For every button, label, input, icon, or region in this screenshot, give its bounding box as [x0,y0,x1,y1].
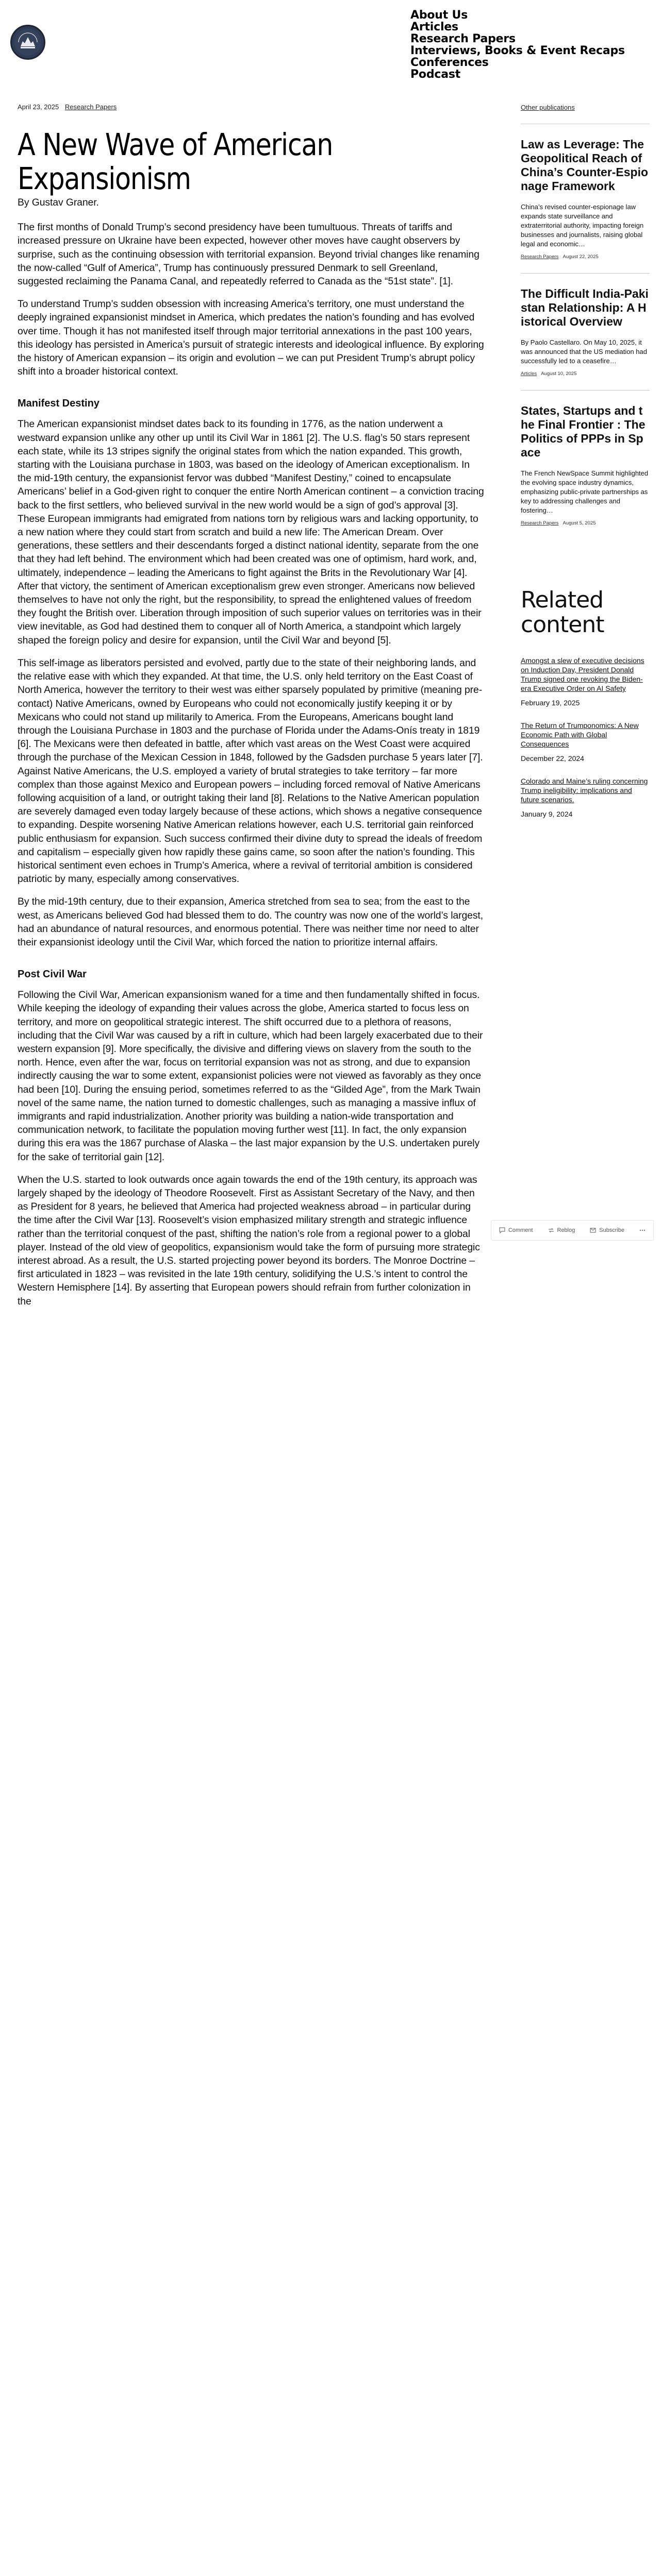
other-publications-link[interactable]: Other publications [521,104,575,111]
comment-button[interactable] [499,1227,533,1234]
section-heading: Manifest Destiny [18,398,100,410]
section-heading: Post Civil War [18,969,87,980]
paragraph: The first months of Donald Trump’s second presidency have been tumultuous. Threats of tariffs and increased pressure on Ukraine have been expected, however other moves have caught observers by surprise, such as the continuing obsession with territorial expansion. Beyond trivial changes like renaming the now-called “Gulf of America”, Trump has continuously pressured Denmark to sell Greenland, suggested reclaiming the Panama Canal, and repeatedly referred to Canada as the “51st state”. [1]. [18,222,479,287]
publication-card-meta [521,254,650,260]
paragraph: This self-image as liberators persisted and evolved, partly due to the state of their neighboring lands, and the relative ease with which they expanded. At that time, the U.S. only held territory on the East Coast of North America, however the territory to their west was either sparsely populated by primitive (meaning pre-contact) Native Americans, owned by Europeans who could not economically justify keeping it or by Mexicans who could not stand up militarily to America. From the Europeans, Americans bought land through the Louisiana Purchase in 1803 and the purchase of Florida under the Adams-Onís treaty in 1819 [6]. The Mexicans were then defeated in battle, after which vast areas on the West Coast were acquired through the purchase of the Mexican Cession in 1848, followed by the Gadsden purchase 5 years later [7]. Against Native Americans, the U.S. employed a variety of brutal strategies to take territory – far more complex than those against Mexico and European powers – including forced removal of Native Americans following acquisition of a land, or outright taking their land [8]. Relations to the Native American population are severely damaged even today largely because of these actions, which shows a negative consequence to expanding. Despite worsening Native American relations however, each U.S. territorial gain reinforced public enthusiasm for expansion. Such success confirmed their divine duty to spread the ideals of freedom and capitalism – especially given how rapidly these gains came, so soon after the nation’s founding. This historical sentiment even echoes in Trump’s America, where a revival of territorial ambition is considered patriotic by many, especially among conservatives. [18,657,483,885]
related-item [521,656,650,707]
paragraph: Following the Civil War, American expansionism waned for a time and then fundamentally shifted in focus. While keeping the ideology of expanding their values across the globe, America started to focus less on territory, and more on geopolitical strategic interest. The shift occurred due to a plethora of reasons, including that the Civil War was caused by a rift in culture, which had been largely exacerbated due to their western expansion [9]. More specifically, the divisive and differing views on slavery from the south to the north. Hence, even after the war, focus on territorial expansion was not as strong, and due to expansion indirectly causing the war to some extent, expansionist policies were not viewed as favorably as they once had been [10]. During the ensuing period, sometimes referred to as the “Gilded Age”, from the Mark Twain novel of the same name, the nation turned to domestic challenges, such as managing a massive influx of immigrants and rapid industrialization. Another priority was building a nation-wide transportation and communication network, to facilitate the population moving further west [11]. In fact, the only expansion during this era was the 1867 purchase of Alaska – the last major expansion by the U.S. undertaken purely for the sake of territorial gain [12]. [18,989,483,1163]
subscribe-icon [589,1227,597,1234]
publication-card-title[interactable]: Law as Leverage: The Geopolitical Reach of China’s Counter-Espionage Framework [521,138,649,193]
nav-about-us[interactable]: About Us [410,9,468,22]
action-bar [491,1220,654,1241]
publication-card-date: August 22, 2025 [562,254,599,260]
paragraph: The American expansionist mindset dates back to its founding in 1776, as the nation underwent a westward expansion unlike any other up until its Civil War in 1861 [2]. The U.S. flag’s 50 stars represent each state, while its 13 stripes signify the original states from which the nation expanded. This growth, starting with the Louisiana purchase in 1803, was based on the ideology of American exceptionalism. In the mid-19th century, the expansionist fervor was dubbed “Manifest Destiny,” coined to encapsulate Americans’ belief in a God-given right to conquer the entire North American continent – a conviction tracing back to the first settlers, who believed survival in the new world would be a sign of god’s approval [3]. These European immigrants had emigrated from nations torn by religious wars and lacking opportunity, to a new nation where they could start from scratch and build a new life: The American Dream. Over generations, these settlers and their descendants forged a distinct national identity, separate from the one that they had left behind. The environment which had been created was one of optimism, hard work, and, ultimately, independence – leading the Americans to fight against the Brits in the Revolutionary War [4]. After that victory, the sentiment of American exceptionalism grew even stronger. Americans now believed themselves to have not only the right, but the responsibility, to spread the enlightened values of freedom they fought the British over. Liberation through imposition of such superior values on territories was in their view inevitable, as God had destined them to conquer all of North America, a standpoint which largely shaped the foreign policy and desire for expansion, until the Civil War and beyond [5]. [18,418,484,646]
main-nav [410,9,625,80]
publication-card-excerpt: China’s revised counter-espionage law expands state surveillance and extraterritorial authority, impacting foreign businesses and journalists, raising global legal and economic… [521,203,644,248]
publication-card-date: August 10, 2025 [541,371,577,377]
reblog-icon [548,1227,555,1234]
nav-research-papers[interactable]: Research Papers [410,32,516,45]
related-item [521,776,650,819]
article-body [18,221,485,1308]
publication-card [521,273,650,377]
reblog-button[interactable] [548,1227,575,1234]
nav-podcast[interactable]: Podcast [410,68,461,81]
publication-card-category[interactable]: Articles [521,371,537,377]
article-title: A New Wave of American Expansionism [18,127,333,196]
publication-card-category[interactable]: Research Papers [521,520,559,526]
subscribe-button[interactable] [589,1227,624,1234]
related-item-date: December 22, 2024 [521,754,584,762]
site-logo-emblem-icon[interactable] [10,25,45,60]
publication-card-date: August 5, 2025 [562,520,596,526]
publication-card-excerpt: The French NewSpace Summit highlighted the evolving space industry dynamics, emphasizing public-private partnerships as key to addressing challenges and fostering… [521,469,649,514]
paragraph: By the mid-19th century, due to their expansion, America stretched from sea to sea; from the east to the west, as Americans believed God had blessed them to do. The country was now one of the world’s largest, had an abundance of natural resources, and enormous potential. There was neither time nor need to alter their expansionist ideology until the Civil War, which forced the nation to prioritize internal affairs. [18,896,484,948]
site-header [0,0,662,103]
publication-card-category[interactable]: Research Papers [521,254,559,260]
nav-articles[interactable]: Articles [410,21,458,33]
related-item-date: February 19, 2025 [521,699,580,707]
publication-card [521,124,650,260]
publication-card-title[interactable]: States, Startups and the Final Frontier : The Politics of PPPs in Space [521,404,646,459]
paragraph: When the U.S. started to look outwards once again towards the end of the 19th century, its approach was largely shaped by the ideology of Theodore Roosevelt. First as Assistant Secretary of the Navy, and then as President for 8 years, he believed that America had projected weakness abroad – in particular during the time after the Civil War [13]. Roosevelt’s vision emphasized military strength and strategic influence rather than the territorial conquest of the past, shifting the nation’s role from a regional power to a global player. Instead of the old view of geopolitics, expansionism would take the form of pursuing more strategic interest abroad. As a result, the U.S. started projecting power beyond its borders. The Monroe Doctrine – first articulated in 1823 – was revisited in the late 19th century, solidifying the U.S.’s intent to control the Western Hemisphere [14]. By asserting that European powers should refrain from further colonization in the [18,1174,480,1307]
subscribe-label: Subscribe [599,1227,625,1233]
related-item-link[interactable]: The Return of Trumponomics: A New Economic Path with Global Consequences [521,721,639,748]
nav-interviews[interactable]: Interviews, Books & Event Recaps [410,44,625,57]
article-date: April 23, 2025 [18,103,59,111]
related-content-heading: Related content [521,587,604,638]
article-category-link[interactable]: Research Papers [64,103,117,111]
comment-label: Comment [508,1227,533,1233]
paragraph: To understand Trump’s sudden obsession with increasing America’s territory, one must understand the deeply ingrained expansionist mindset in America, which predates the nation’s founding and has evolved over time. Though it has not manifested itself through major territorial annexations in the past 100 years, this ideology has persisted in America’s pursuit of strategic interests and ideological influence. By exploring the history of American expansion – its origin and evolution – we can put President Trump’s abrupt policy shift into a broader historical context. [18,298,484,378]
article-meta [18,103,485,112]
related-item-link[interactable]: Colorado and Maine’s ruling concerning Trump ineligibility: implications and future scenarios. [521,777,648,804]
publication-card-excerpt: By Paolo Castellaro. On May 10, 2025, it was announced that the US mediation had successfully led to a ceasefire… [521,338,648,365]
publication-card-meta [521,520,650,526]
related-item [521,721,650,763]
publication-card [521,390,650,526]
related-item-link[interactable]: Amongst a slew of executive decisions on Induction Day, President Donald Trump signed one revoking the Biden-era Executive Order on AI Safety [521,656,644,692]
sidebar [521,103,650,832]
article-byline: By Gustav Graner. [18,197,99,208]
publication-card-meta [521,371,650,377]
article [18,103,485,1317]
related-item-date: January 9, 2024 [521,810,573,818]
reblog-label: Reblog [557,1227,575,1233]
more-dots-icon[interactable] [639,1227,646,1234]
comment-icon [499,1227,506,1234]
publication-card-title[interactable]: The Difficult India-Pakistan Relationship: A Historical Overview [521,287,649,328]
nav-conferences[interactable]: Conferences [410,56,489,69]
